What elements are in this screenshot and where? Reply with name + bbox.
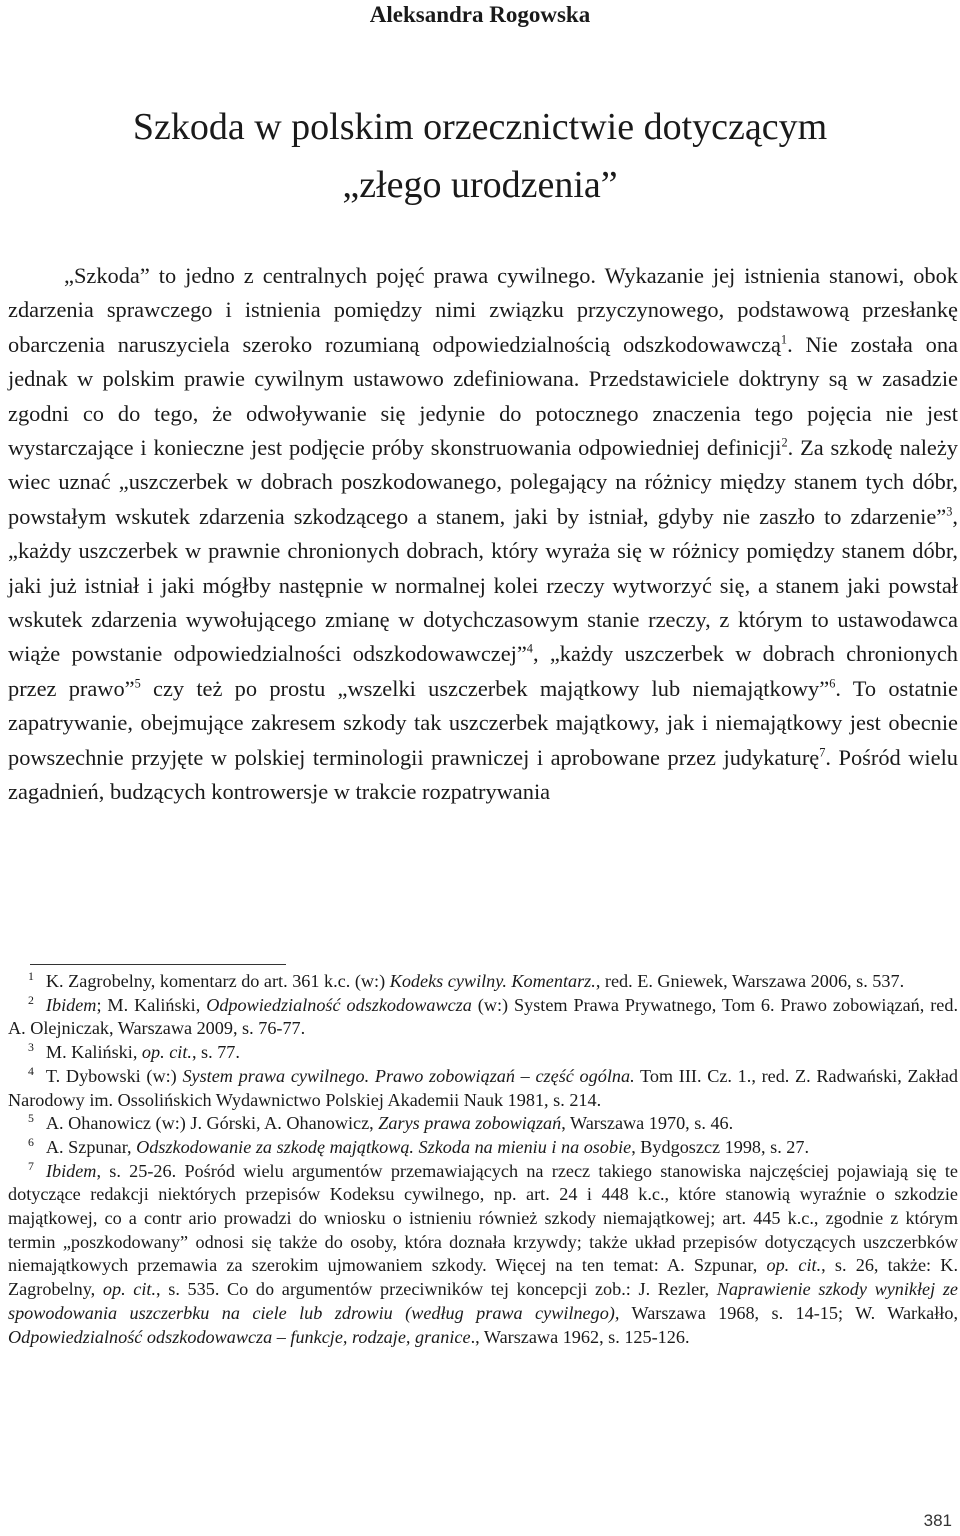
body-text: czy też po prostu „wszelki uszczerbek majątkowy lub niemajątkowy” (140, 675, 830, 701)
footnote-text: , s. 25-26. Pośród wielu argumentów przemawiających na rzecz takiego stanowiska najczęściej pojawiają się te dotyczące redakcji niektórych przepisów Kodeksu cywilnego, np. art. 24 i 448 k.c., które stanowią wyraźnie o szkodzie majątkowej, co a contr ario prowadzi do wniosku o istnieniu również szkody niemajątkowej; art. 445 k.c., zgodnie z którym termin „poszkodowany” odnosi się także do osoby, która doznała krzywdy; także układ przepisów dotyczących uszczerbków niemajątkowych przemawia za szerokim ujmowaniem szkody. Więcej na ten temat: A. Szpunar, (8, 1160, 958, 1276)
footnote-ref: 7 (819, 745, 826, 760)
footnote-ref: 6 (829, 676, 836, 691)
article-title (0, 98, 960, 214)
footnote-number: 6 (28, 1134, 34, 1149)
footnote-ref: 2 (781, 435, 788, 450)
footnote-number: 4 (28, 1063, 34, 1078)
footnote-ref: 5 (134, 676, 141, 691)
footnote-text: K. Zagrobelny, komentarz do art. 361 k.c. (w:) (45, 971, 390, 991)
running-header-author: Aleksandra Rogowska (369, 2, 591, 27)
footnote-text: , Warszawa 1970, s. 46. (561, 1113, 734, 1134)
footnote-number: 5 (28, 1111, 34, 1126)
footnote-6 (8, 1136, 958, 1160)
body-text: „Szkoda” to jedno z centralnych pojęć prawa cywilnego. Wykazanie jej istnienia stanowi, obok zdarzenia sprawczego i istnienia pomiędzy nimi związku przyczynowego, podstawową przesłankę obarczenia naruszyciela szeroko rozumianą odpowiedzialnością odszkodowawczą (8, 263, 958, 357)
footnote-italic: Odpowiedzialność odszkodowawcza – funkcje, rodzaje, granice (8, 1326, 471, 1347)
body-paragraph (8, 259, 958, 810)
footnote-2 (8, 994, 958, 1041)
footnote-ref: 1 (780, 332, 788, 347)
article-title-line-2: „złego urodzenia” (342, 164, 618, 206)
footnote-text: (w:) System Prawa Prywatnego, Tom 6. Prawo zobowiązań, red. A. Olejniczak, Warszawa 2009, s. 76-77. (8, 994, 959, 1039)
footnote-italic: Naprawienie szkody wynikłej ze spowodowania uszczerbku na ciele lub zdrowiu (według prawa cywilnego), (8, 1279, 958, 1323)
footnote-text: , Bydgoszcz 1998, s. 27. (631, 1136, 810, 1157)
footnote-5 (8, 1112, 958, 1136)
footnote-7 (8, 1160, 958, 1350)
footnote-text: ., Warszawa 1962, s. 125-126. (470, 1326, 690, 1347)
body-text: . To ostatnie zapatrywanie, obejmujące zakresem szkody tak uszczerbek majątkowy, jak i niemajątkowy jest obecnie powszechnie przyjęte w polskiej terminologii prawniczej i aprobowane przez judykaturę (8, 675, 958, 770)
footnote-text: , s. 77. (191, 1042, 240, 1063)
footnotes (8, 970, 958, 1349)
footnote-text: A. Szpunar, (45, 1136, 137, 1157)
footnote-italic: Zarys prawa zobowiązań (378, 1113, 562, 1134)
footnote-text: ; M. Kaliński, (96, 994, 207, 1015)
footnote-text: Warszawa 1968, s. 14-15; W. Warkałło, (619, 1302, 959, 1323)
footnote-1 (8, 970, 958, 994)
footnote-number: 2 (28, 992, 34, 1007)
footnote-italic: Ibidem (45, 994, 97, 1015)
footnote-text: A. Ohanowicz (w:) J. Górski, A. Ohanowicz, (45, 1113, 379, 1134)
footnote-text: Tom III. Cz. 1., red. Z. Radwański, Zakład Narodowy im. Ossolińskich Wydawnictwo Polskiej Akademii Nauk 1981, s. 214. (8, 1065, 958, 1110)
footnote-italic: Ibidem (45, 1160, 97, 1181)
footnote-ref: 3 (946, 504, 953, 519)
footnote-text: T. Dybowski (w:) (45, 1065, 183, 1086)
footnote-number: 7 (28, 1158, 34, 1173)
body-text: , „każdy uszczerbek w dobrach chronionych przez prawo” (8, 641, 958, 701)
footnote-ref: 4 (526, 642, 533, 656)
article-title-line-1: Szkoda w polskim orzecznictwie dotyczącym (132, 106, 828, 148)
body-text: . Pośród wielu zagadnień, budzących kontrowersje w trakcie rozpatrywania (8, 744, 958, 805)
body-text: . Za szkodę należy wiec uznać „uszczerbek w dobrach poszkodowanego, polegający na różnicy między stanem tych dóbr, powstałym wskutek zdarzenia szkodzącego a stanem, jaki by istniał, gdyby nie zaszło to zdarzenie” (8, 435, 958, 529)
footnote-number: 3 (28, 1040, 34, 1055)
footnote-separator (30, 964, 286, 965)
footnote-italic: op. cit. (141, 1042, 192, 1063)
footnote-italic: op. cit. (102, 1279, 157, 1300)
footnote-italic: System prawa cywilnego. Prawo zobowiązań – część ogólna. (182, 1065, 635, 1086)
footnote-text: M. Kaliński, (45, 1042, 142, 1063)
footnote-number: 1 (28, 968, 34, 983)
footnote-italic: op. cit. (766, 1255, 822, 1276)
footnote-italic: Odszkodowanie za szkodę majątkową. Szkoda na mieniu i na osobie (136, 1136, 632, 1157)
footnote-text: , red. E. Gniewek, Warszawa 2006, s. 537. (595, 971, 905, 991)
footnote-3 (8, 1041, 958, 1065)
footnote-4 (8, 1065, 958, 1112)
footnote-text: , s. 535. Co do argumentów przeciwników tej koncepcji zob.: J. Rezler, (156, 1279, 717, 1300)
footnote-text: , s. 26, także: K. Zagrobelny, (8, 1255, 958, 1300)
body-text: . Nie została ona jednak w polskim prawie cywilnym ustawowo zdefiniowana. Przedstawiciele doktryny są w zasadzie zgodni co do tego, że odwoływanie się jedynie do potocznego znaczenia tego pojęcia nie jest wystarczające i konieczne jest podjęcie próby skonstruowania odpowiedniej definicji (8, 331, 958, 461)
body-text: , „każdy uszczerbek w prawnie chronionych dobrach, który wyraża się w różnicy pomiędzy stanem dóbr, jaki już istniał i jaki mógłby następnie w normalnej kolei rzeczy wytworzyć się, a stanem jaki powstał wskutek zdarzenia wywołującego zmianę w dotychczasowym stanie rzeczy, z którym to ustawodawca wiąże powstanie odpowiedzialności odszkodowawczej” (8, 503, 958, 667)
footnote-italic: Kodeks cywilny. Komentarz. (389, 971, 596, 991)
page-number: 381 (923, 1511, 952, 1530)
footnote-italic: Odpowiedzialność odszkodowawcza (206, 994, 472, 1015)
